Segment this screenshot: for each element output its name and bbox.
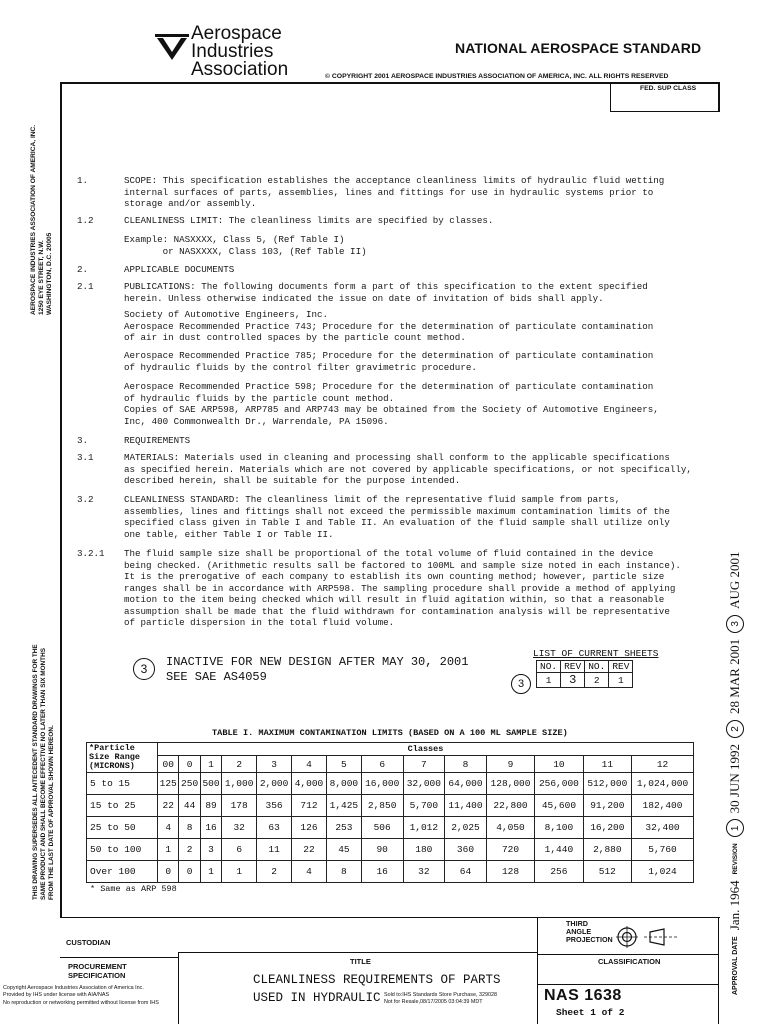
limit-cell: 32 bbox=[403, 861, 445, 883]
fed-box-divider bbox=[610, 82, 611, 112]
title-rule bbox=[178, 952, 538, 953]
class-number-cell: 2 bbox=[222, 756, 257, 773]
limit-cell: 90 bbox=[361, 839, 403, 861]
limit-cell: 63 bbox=[257, 817, 292, 839]
limit-cell: 1,024 bbox=[632, 861, 694, 883]
limit-cell: 8 bbox=[179, 817, 200, 839]
limit-cell: 2 bbox=[257, 861, 292, 883]
limit-cell: 5,760 bbox=[632, 839, 694, 861]
limit-cell: 8,000 bbox=[326, 773, 361, 795]
limit-cell: 2,850 bbox=[361, 795, 403, 817]
limit-cell: 712 bbox=[292, 795, 327, 817]
limit-cell: 8,100 bbox=[535, 817, 583, 839]
limit-cell: 250 bbox=[179, 773, 200, 795]
limit-cell: 22,800 bbox=[486, 795, 534, 817]
approval-date: Jan. 1964 bbox=[727, 880, 742, 931]
limit-cell: 2,880 bbox=[583, 839, 631, 861]
limit-cell: 356 bbox=[257, 795, 292, 817]
supersede-line1: THIS DRAWING SUPERSEDES ALL ANTECEDENT STANDARD DRAWINGS FOR THE bbox=[32, 644, 39, 900]
sheets-header-row bbox=[537, 661, 633, 673]
title-left-rule bbox=[178, 952, 179, 1024]
limit-cell: 1,000 bbox=[222, 773, 257, 795]
class-number-cell: 9 bbox=[486, 756, 534, 773]
sold-to-notice bbox=[384, 992, 497, 1007]
org-name-line2: Industries bbox=[191, 41, 274, 62]
nas-number: NAS 1638 bbox=[544, 987, 622, 1004]
limit-cell: 126 bbox=[292, 817, 327, 839]
limit-cell: 6 bbox=[222, 839, 257, 861]
section-scope: SCOPE: This specification establishes the acceptance cleanliness limits of hydraulic fluid wetting internal surfaces of parts, assemblies, lines and fittings for use in hydraulic systems prior to storage and/or assembly. bbox=[124, 175, 665, 209]
sheets-value-cell: 1 bbox=[609, 673, 633, 688]
supersede-line2: SAME PRODUCT AND SHALL BECOME EFFECTIVE NO LATER THAN SIX MONTHS bbox=[40, 648, 47, 900]
table-row bbox=[87, 795, 694, 817]
ihs-notice bbox=[3, 985, 159, 1007]
limit-cell: 360 bbox=[445, 839, 487, 861]
limit-cell: 506 bbox=[361, 817, 403, 839]
limit-cell: 64 bbox=[445, 861, 487, 883]
approval-date-label: APPROVAL DATE bbox=[731, 936, 739, 995]
sheets-value-cell: 1 bbox=[537, 673, 561, 688]
sheets-value-cell: 2 bbox=[585, 673, 609, 688]
section-number: 2. bbox=[77, 264, 89, 275]
limit-cell: 45,600 bbox=[535, 795, 583, 817]
section-sae-arp598: Aerospace Recommended Practice 598; Procedure for the determination of particulate contamination of hydraulic fluids by the particle count method. Copies of SAE ARP598, ARP785 and ARP743 may be obtained from the Society of Automotive Engineers, Inc, 400 Commonwealth Dr., Warrendale, PA 15096. bbox=[124, 381, 659, 427]
size-range-header: *Particle Size Range (MICRONS) bbox=[87, 743, 158, 773]
revision-date-3: AUG 2001 bbox=[727, 551, 742, 609]
ihs-line3: No reproduction or networking permitted without license from IHS bbox=[3, 999, 159, 1006]
section-applicable-documents: APPLICABLE DOCUMENTS bbox=[124, 264, 235, 275]
limit-cell: 1,012 bbox=[403, 817, 445, 839]
limit-cell: 256 bbox=[535, 861, 583, 883]
class-number-cell: 7 bbox=[403, 756, 445, 773]
classes-header: Classes bbox=[158, 743, 694, 756]
class-number-cell: 1 bbox=[200, 756, 221, 773]
class-number-cell: 12 bbox=[632, 756, 694, 773]
table1-title: TABLE I. MAXIMUM CONTAMINATION LIMITS (BASED ON A 100 ML SAMPLE SIZE) bbox=[212, 728, 568, 738]
limit-cell: 22 bbox=[292, 839, 327, 861]
copyright-notice: © COPYRIGHT 2001 AEROSPACE INDUSTRIES ASSOCIATION OF AMERICA, INC. ALL RIGHTS RESERVED bbox=[325, 73, 669, 80]
address-line1: AEROSPACE INDUSTRIES ASSOCIATION OF AMERICA, INC. bbox=[30, 124, 37, 315]
classification-label: CLASSIFICATION bbox=[598, 957, 661, 966]
table-row bbox=[87, 839, 694, 861]
projection-symbol-icon bbox=[616, 925, 688, 949]
limit-cell: 512 bbox=[583, 861, 631, 883]
inactive-line2: SEE SAE AS4059 bbox=[166, 670, 267, 684]
supersede-notice bbox=[32, 644, 56, 900]
supersede-line3: FROM THE LAST DATE OF APPROVAL SHOWN HEREON. bbox=[48, 725, 55, 900]
header-rule bbox=[60, 82, 720, 84]
revision-date-1: 30 JUN 1992 bbox=[727, 744, 742, 814]
revision-marker-1: 1 bbox=[726, 819, 744, 837]
limit-cell: 2,000 bbox=[257, 773, 292, 795]
limit-cell: 720 bbox=[486, 839, 534, 861]
section-cleanliness-standard: CLEANLINESS STANDARD: The cleanliness limit of the representative fluid sample from parts, assemblies, lines and fittings shall not exceed the permissible maximum contamination limits of the specified class given in Table I and Table II. An evaluation of the fluid sample shall utilize only one table, either Table I or Table II. bbox=[124, 494, 670, 540]
custodian-label: CUSTODIAN bbox=[66, 938, 111, 947]
limit-cell: 182,400 bbox=[632, 795, 694, 817]
aia-address-block bbox=[30, 125, 54, 315]
limit-cell: 128,000 bbox=[486, 773, 534, 795]
inactive-notice bbox=[166, 655, 468, 685]
revision-marker-3: 3 bbox=[726, 615, 744, 633]
limit-cell: 500 bbox=[200, 773, 221, 795]
section-sae-arp743: Society of Automotive Engineers, Inc. Aerospace Recommended Practice 743; Procedure for the determination of particulate contamination of air in dust controlled spaces by the particle count method. bbox=[124, 309, 654, 343]
limit-cell: 4 bbox=[158, 817, 179, 839]
sheets-header-cell: REV bbox=[609, 661, 633, 673]
org-name-line3: Association bbox=[191, 59, 289, 80]
revision-marker-sheets: 3 bbox=[511, 674, 531, 694]
limit-cell: 0 bbox=[158, 861, 179, 883]
revision-marker-2: 2 bbox=[726, 720, 744, 738]
class-number-cell: 00 bbox=[158, 756, 179, 773]
section-number: 1.2 bbox=[77, 215, 94, 226]
limit-cell: 4,050 bbox=[486, 817, 534, 839]
limit-cell: 180 bbox=[403, 839, 445, 861]
procurement-rule bbox=[60, 957, 178, 958]
section-sample-size: The fluid sample size shall be proportional of the total volume of fluid contained in the device being checked. (Arithmetic results sall be factored to 100ML and sample size noted in each instance). It is the prerogative of each company to establish its own counting method; however, particle size ranges shall be in accordance with ARP598. The sampling procedure shall provide a method of applying motion to the item being checked which will result in fluid agitation within, so that a reasonable assumption shall be made that the fluid withdrawn for contamination analysis will be representative of particle dispersion in the total fluid volume. bbox=[124, 548, 681, 628]
sheets-value-cell: 3 bbox=[561, 673, 585, 688]
right-border-top bbox=[718, 82, 720, 112]
limit-cell: 16,200 bbox=[583, 817, 631, 839]
sheets-table bbox=[536, 660, 633, 688]
sold-line1: Sold to:IHS Standards Store Purchase, 329028 bbox=[384, 992, 497, 998]
section-number: 3.1 bbox=[77, 452, 94, 463]
revision-date-2: 28 MAR 2001 bbox=[727, 638, 742, 715]
limit-cell: 512,000 bbox=[583, 773, 631, 795]
limit-cell: 11,400 bbox=[445, 795, 487, 817]
size-range-cell: 25 to 50 bbox=[87, 817, 158, 839]
limit-cell: 0 bbox=[179, 861, 200, 883]
class-number-cell: 8 bbox=[445, 756, 487, 773]
sheets-header-cell: REV bbox=[561, 661, 585, 673]
aia-wing-icon bbox=[155, 32, 189, 68]
limit-cell: 128 bbox=[486, 861, 534, 883]
org-name-line1: Aerospace bbox=[191, 23, 282, 44]
limit-cell: 22 bbox=[158, 795, 179, 817]
fed-box-bottom bbox=[610, 111, 719, 112]
section-number: 2.1 bbox=[77, 281, 94, 292]
limit-cell: 256,000 bbox=[535, 773, 583, 795]
limit-cell: 5,700 bbox=[403, 795, 445, 817]
document-title-line2: USED IN HYDRAULIC bbox=[253, 991, 381, 1005]
titleblock-divider bbox=[537, 917, 538, 1024]
class-number-cell: 4 bbox=[292, 756, 327, 773]
section-example: Example: NASXXXX, Class 5, (Ref Table I) or NASXXXX, Class 103, (Ref Table II) bbox=[124, 234, 367, 257]
revision-strip bbox=[726, 551, 744, 995]
limit-cell: 16 bbox=[361, 861, 403, 883]
standard-title: NATIONAL AEROSPACE STANDARD bbox=[455, 40, 702, 56]
sheet-number: Sheet 1 of 2 bbox=[556, 1007, 625, 1018]
section-sae-arp785: Aerospace Recommended Practice 785; Procedure for the determination of particulate contamination of hydraulic fluids by the control filter gravimetric procedure. bbox=[124, 350, 654, 373]
sheets-header-cell: NO. bbox=[537, 661, 561, 673]
limit-cell: 45 bbox=[326, 839, 361, 861]
limit-cell: 32,400 bbox=[632, 817, 694, 839]
limit-cell: 44 bbox=[179, 795, 200, 817]
table-footnote: * Same as ARP 598 bbox=[90, 884, 177, 894]
section-number: 1. bbox=[77, 175, 89, 186]
ihs-line1: Copyright Aerospace Industries Association of America Inc. bbox=[3, 985, 144, 991]
size-range-cell: 15 to 25 bbox=[87, 795, 158, 817]
limit-cell: 4,000 bbox=[292, 773, 327, 795]
limit-cell: 11 bbox=[257, 839, 292, 861]
revision-label: REVISION bbox=[731, 843, 739, 875]
sheets-value-row bbox=[537, 673, 633, 688]
limit-cell: 64,000 bbox=[445, 773, 487, 795]
limit-cell: 16,000 bbox=[361, 773, 403, 795]
sheets-title: LIST OF CURRENT SHEETS bbox=[533, 648, 659, 659]
table-header-row bbox=[87, 743, 694, 756]
classification-rule bbox=[537, 954, 719, 955]
class-number-cell: 10 bbox=[535, 756, 583, 773]
size-range-cell: Over 100 bbox=[87, 861, 158, 883]
limit-cell: 1 bbox=[200, 861, 221, 883]
limit-cell: 125 bbox=[158, 773, 179, 795]
table-row bbox=[87, 817, 694, 839]
third-angle-label: THIRD ANGLE PROJECTION bbox=[566, 919, 613, 944]
address-line2: 1250 EYE STREET, N.W. bbox=[38, 240, 45, 315]
limit-cell: 8 bbox=[326, 861, 361, 883]
class-number-cell: 0 bbox=[179, 756, 200, 773]
fed-sup-class: FED. SUP CLASS bbox=[640, 85, 697, 92]
limit-cell: 253 bbox=[326, 817, 361, 839]
limit-cell: 91,200 bbox=[583, 795, 631, 817]
title-label: TITLE bbox=[350, 957, 371, 966]
limit-cell: 4 bbox=[292, 861, 327, 883]
class-number-cell: 6 bbox=[361, 756, 403, 773]
limit-cell: 1,024,000 bbox=[632, 773, 694, 795]
limit-cell: 16 bbox=[200, 817, 221, 839]
section-number: 3.2.1 bbox=[77, 548, 105, 559]
address-line3: WASHINGTON, D.C. 20005 bbox=[46, 232, 53, 315]
size-range-cell: 50 to 100 bbox=[87, 839, 158, 861]
document-title-line1: CLEANLINESS REQUIREMENTS OF PARTS bbox=[253, 973, 501, 987]
titleblock-top-rule bbox=[60, 917, 720, 918]
class-number-cell: 11 bbox=[583, 756, 631, 773]
limit-cell: 178 bbox=[222, 795, 257, 817]
ihs-line2: Provided by IHS under license with AIA/NAS bbox=[3, 992, 110, 999]
aia-logo bbox=[155, 24, 295, 80]
limit-cell: 1 bbox=[222, 861, 257, 883]
section-cleanliness-limit: CLEANLINESS LIMIT: The cleanliness limits are specified by classes. bbox=[124, 215, 494, 226]
titleblock-right-border bbox=[718, 917, 719, 1024]
limit-cell: 3 bbox=[200, 839, 221, 861]
limit-cell: 32,000 bbox=[403, 773, 445, 795]
table-body bbox=[87, 773, 694, 883]
section-number: 3.2 bbox=[77, 494, 94, 505]
limit-cell: 1 bbox=[158, 839, 179, 861]
sheets-header-cell: NO. bbox=[585, 661, 609, 673]
contamination-table bbox=[86, 742, 694, 883]
limit-cell: 2 bbox=[179, 839, 200, 861]
size-range-cell: 5 to 15 bbox=[87, 773, 158, 795]
limit-cell: 32 bbox=[222, 817, 257, 839]
section-number: 3. bbox=[77, 435, 89, 446]
revision-marker-inactive: 3 bbox=[133, 658, 155, 680]
class-number-cell: 5 bbox=[326, 756, 361, 773]
inactive-line1: INACTIVE FOR NEW DESIGN AFTER MAY 30, 2001 bbox=[166, 655, 469, 669]
section-requirements: REQUIREMENTS bbox=[124, 435, 191, 446]
section-publications: PUBLICATIONS: The following documents form a part of this specification to the extent specified herein. Unless otherwise indicated the issue on date of invitation of bids shall apply. bbox=[124, 281, 648, 304]
limit-cell: 89 bbox=[200, 795, 221, 817]
nas-rule bbox=[537, 984, 719, 985]
table-row bbox=[87, 861, 694, 883]
limit-cell: 1,440 bbox=[535, 839, 583, 861]
class-number-cell: 3 bbox=[257, 756, 292, 773]
limit-cell: 2,025 bbox=[445, 817, 487, 839]
procurement-label: PROCUREMENT SPECIFICATION bbox=[68, 962, 127, 980]
class-number-row bbox=[87, 756, 694, 773]
table-row bbox=[87, 773, 694, 795]
sold-line2: Not for Resale,08/17/2005 03:04:39 MDT bbox=[384, 999, 483, 1006]
left-border bbox=[60, 82, 62, 917]
section-materials: MATERIALS: Materials used in cleaning and processing shall conform to the applicable specifications as specified herein. Materials which are not covered by applicable specifications, or not specifically, described herein, shall be suitable for the purpose intended. bbox=[124, 452, 692, 486]
limit-cell: 1,425 bbox=[326, 795, 361, 817]
